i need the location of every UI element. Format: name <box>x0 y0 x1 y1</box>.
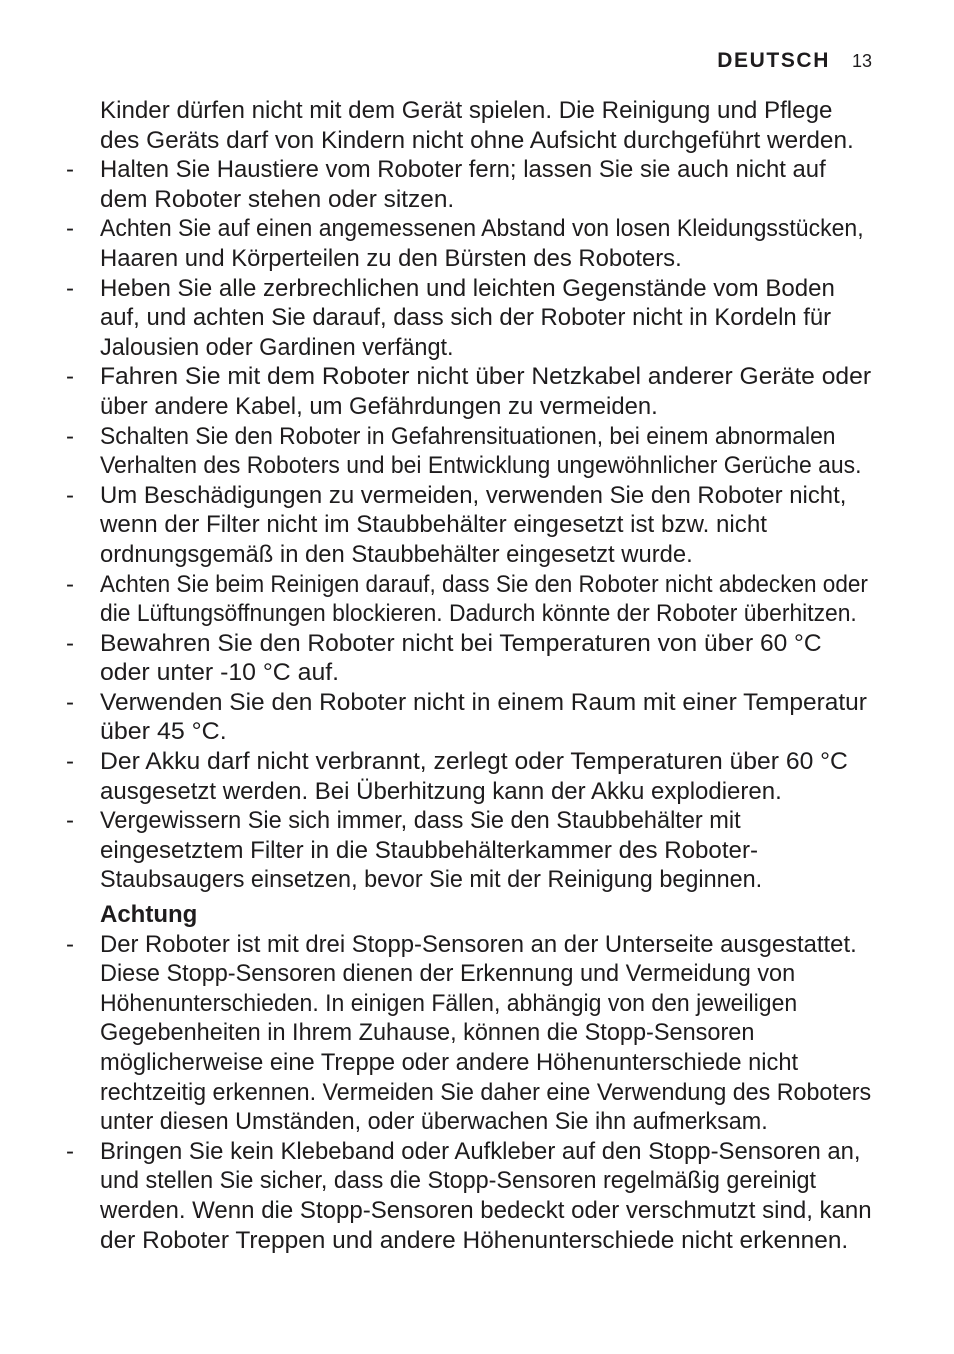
list-item <box>0 481 954 570</box>
page-body <box>0 96 954 1255</box>
text-line: auf, und achten Sie darauf, dass sich der Roboter nicht in Kordeln für <box>100 304 832 332</box>
text-line: ausgesetzt werden. Bei Überhitzung kann der Akku explodieren. <box>100 777 782 805</box>
section-title: DEUTSCH <box>717 49 830 72</box>
text-line: über 45 °C. <box>100 718 227 746</box>
list-item <box>0 806 954 895</box>
text-line: eingesetztem Filter in die Staubbehälterkammer des Roboter- <box>100 836 758 864</box>
text-line: Haaren und Körperteilen zu den Bürsten des Roboters. <box>100 244 682 272</box>
text-line: rechtzeitig erkennen. Vermeiden Sie daher eine Verwendung des Roboters <box>100 1078 872 1106</box>
text-line: Kinder dürfen nicht mit dem Gerät spielen. Die Reinigung und Pflege <box>100 97 833 124</box>
caution-heading: Achtung <box>100 901 198 929</box>
text-line: der Roboter Treppen und andere Höhenunterschiede nicht erkennen. <box>100 1226 849 1254</box>
text-line: Der Akku darf nicht verbrannt, zerlegt oder Temperaturen über 60 °C <box>100 748 848 776</box>
text-line: werden. Wenn die Stopp-Sensoren bedeckt oder verschmutzt sind, kann <box>100 1196 872 1224</box>
text-line: Heben Sie alle zerbrechlichen und leichten Gegenstände vom Boden <box>100 274 835 302</box>
text-line: Achten Sie beim Reinigen darauf, dass Sie den Roboter nicht abdecken oder <box>100 570 868 598</box>
bullet-dash: - <box>66 807 74 835</box>
bullet-dash: - <box>66 629 74 657</box>
text-line: oder unter -10 °C auf. <box>100 659 340 687</box>
text-line: wenn der Filter nicht im Staubbehälter eingesetzt ist bzw. nicht <box>100 511 767 539</box>
text-line: Achten Sie auf einen angemessenen Abstand von losen Kleidungsstücken, <box>100 215 864 243</box>
list-item <box>0 688 954 747</box>
list-item <box>0 570 954 629</box>
text-line: Der Roboter ist mit drei Stopp-Sensoren an der Unterseite ausgestattet. <box>100 930 857 958</box>
text-line: des Geräts darf von Kindern nicht ohne Aufsicht durchgeführt werden. <box>100 126 854 154</box>
text-line: unter diesen Umständen, oder überwachen Sie ihn aufmerksam. <box>100 1108 768 1136</box>
text-line: Um Beschädigungen zu vermeiden, verwenden Sie den Roboter nicht, <box>100 481 847 509</box>
text-line: Bewahren Sie den Roboter nicht bei Temperaturen von über 60 °C <box>100 629 822 657</box>
bullet-dash: - <box>66 570 74 598</box>
safety-list <box>0 155 954 895</box>
bullet-dash: - <box>66 422 74 450</box>
text-line: Verhalten des Roboters und bei Entwicklung ungewöhnlicher Gerüche aus. <box>100 452 862 480</box>
page-header <box>717 49 872 73</box>
list-item <box>0 422 954 481</box>
text-line: Halten Sie Haustiere vom Roboter fern; lassen Sie sie auch nicht auf <box>100 156 826 184</box>
bullet-dash: - <box>66 1137 74 1165</box>
text-line: möglicherweise eine Treppe oder andere Höhenunterschiede nicht <box>100 1049 799 1076</box>
page-number: 13 <box>851 51 872 71</box>
caution-section <box>0 900 954 1255</box>
bullet-dash: - <box>66 156 74 184</box>
list-item <box>0 629 954 688</box>
list-item <box>0 747 954 806</box>
list-item <box>0 274 954 363</box>
bullet-dash: - <box>66 274 74 302</box>
list-item <box>0 362 954 421</box>
text-line: ordnungsgemäß in den Staubbehälter eingesetzt wurde. <box>100 540 693 568</box>
list-item <box>0 155 954 214</box>
text-line: Fahren Sie mit dem Roboter nicht über Netzkabel anderer Geräte oder <box>100 363 872 391</box>
text-line: dem Roboter stehen oder sitzen. <box>100 185 455 213</box>
text-line: Bringen Sie kein Klebeband oder Aufkleber auf den Stopp-Sensoren an, <box>100 1137 861 1165</box>
list-item <box>0 930 954 1137</box>
list-item <box>0 214 954 273</box>
text-line: Diese Stopp-Sensoren dienen der Erkennung und Vermeidung von <box>100 960 796 988</box>
bullet-dash: - <box>66 688 74 716</box>
bullet-dash: - <box>66 215 74 243</box>
text-line: über andere Kabel, um Gefährdungen zu vermeiden. <box>100 392 658 420</box>
text-line: Gegebenheiten in Ihrem Zuhause, können die Stopp-Sensoren <box>100 1019 755 1047</box>
bullet-dash: - <box>66 363 74 391</box>
text-line: Schalten Sie den Roboter in Gefahrensituationen, bei einem abnormalen <box>100 422 836 450</box>
text-line: und stellen Sie sicher, dass die Stopp-Sensoren regelmäßig gereinigt <box>100 1167 817 1195</box>
bullet-dash: - <box>66 930 74 958</box>
bullet-dash: - <box>66 748 74 776</box>
text-line: Verwenden Sie den Roboter nicht in einem Raum mit einer Temperatur <box>100 688 867 716</box>
text-line: die Lüftungsöffnungen blockieren. Dadurch könnte der Roboter überhitzen. <box>100 600 857 628</box>
text-line: Vergewissern Sie sich immer, dass Sie den Staubbehälter mit <box>100 807 741 835</box>
text-line: Jalousien oder Gardinen verfängt. <box>100 333 454 361</box>
text-line: Höhenunterschieden. In einigen Fällen, abhängig von den jeweiligen <box>100 989 798 1017</box>
list-item <box>0 1137 954 1255</box>
text-line: Staubsaugers einsetzen, bevor Sie mit der Reinigung beginnen. <box>100 866 763 894</box>
bullet-dash: - <box>66 481 74 509</box>
intro-paragraph <box>0 96 954 155</box>
